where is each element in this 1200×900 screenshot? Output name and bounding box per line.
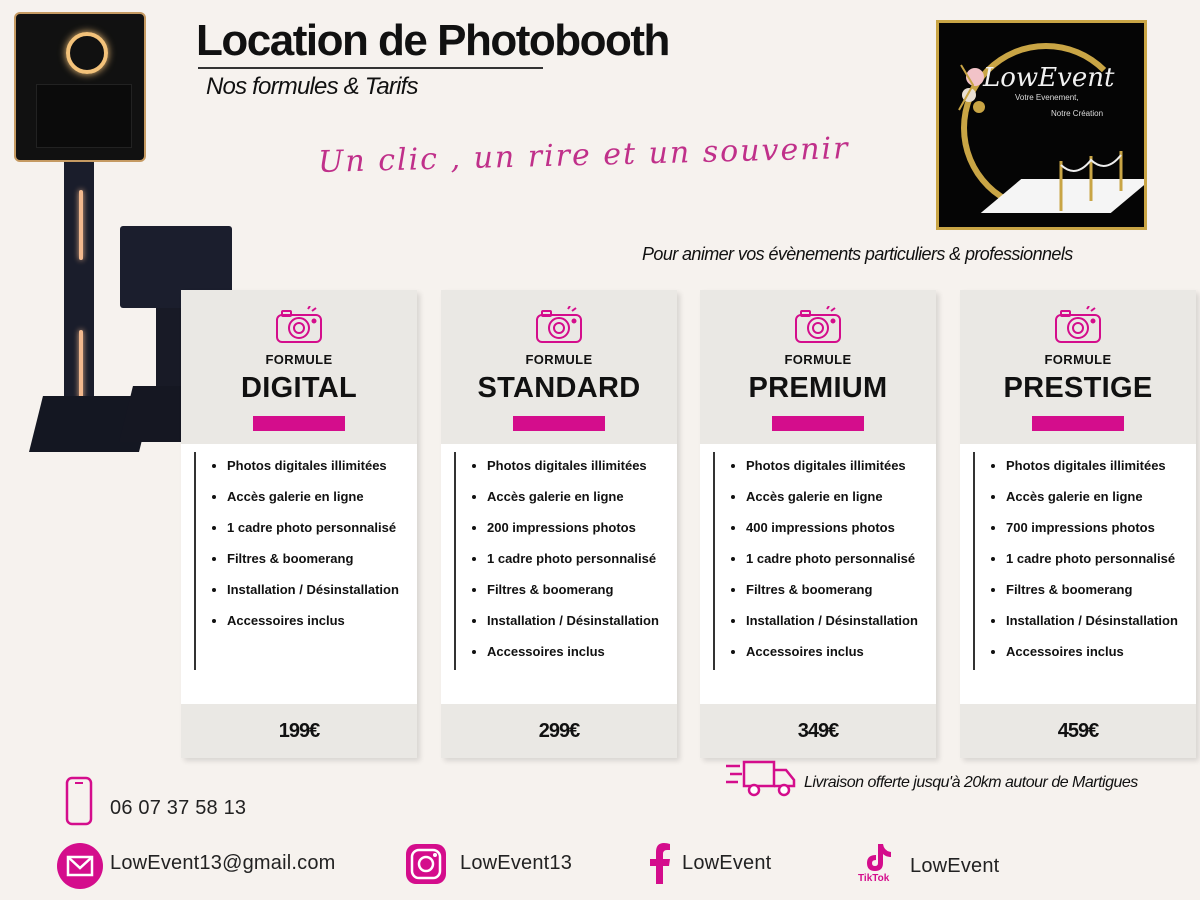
feature-item: • Accès galerie en ligne (1006, 489, 1190, 505)
booth-ring-light (66, 32, 108, 74)
divider-line (973, 452, 975, 670)
formule-label: FORMULE (265, 352, 333, 367)
feature-item: • Photos digitales illimitées (227, 458, 411, 474)
feature-item: • 700 impressions photos (1006, 520, 1190, 536)
camera-icon (1053, 306, 1103, 349)
camera-icon (793, 306, 843, 349)
feature-item: • 1 cadre photo personnalisé (227, 520, 411, 536)
facebook-handle[interactable]: LowEvent (682, 852, 772, 874)
feature-list (227, 458, 411, 629)
formule-accent-bar (513, 416, 605, 431)
feature-item: • Installation / Désinstallation (227, 582, 411, 598)
phone-number[interactable]: 06 07 37 58 13 (110, 797, 247, 819)
card-features (441, 444, 677, 704)
formule-accent-bar (1032, 416, 1124, 431)
feature-item: • 200 impressions photos (487, 520, 671, 536)
feature-item: • Installation / Désinstallation (1006, 613, 1190, 629)
page-subtitle: Nos formules & Tarifs (206, 73, 418, 100)
feature-item: • Filtres & boomerang (227, 551, 411, 567)
feature-item: • 400 impressions photos (746, 520, 930, 536)
formule-name: PRESTIGE (1003, 372, 1153, 404)
formule-name: PREMIUM (748, 372, 888, 404)
facebook-icon (648, 842, 672, 884)
formule-label: FORMULE (1044, 352, 1112, 367)
feature-item: • Installation / Désinstallation (746, 613, 930, 629)
feature-item: • Photos digitales illimitées (1006, 458, 1190, 474)
feature-item: • Filtres & boomerang (487, 582, 671, 598)
feature-list (1006, 458, 1190, 660)
logo-tagline-1: Votre Evenement, (1015, 93, 1079, 102)
pricing-card-prestige (960, 290, 1196, 758)
formule-name: DIGITAL (241, 372, 357, 404)
card-features (960, 444, 1196, 704)
feature-item: • Accès galerie en ligne (227, 489, 411, 505)
feature-item: • Photos digitales illimitées (487, 458, 671, 474)
feature-item: • Accessoires inclus (746, 644, 930, 660)
booth-display (36, 84, 132, 148)
card-price: 349€ (700, 704, 936, 758)
divider-line (194, 452, 196, 670)
formule-accent-bar (772, 416, 864, 431)
card-price: 459€ (960, 704, 1196, 758)
feature-item: • Accessoires inclus (487, 644, 671, 660)
feature-list (487, 458, 671, 660)
formule-label: FORMULE (784, 352, 852, 367)
feature-item: • Filtres & boomerang (746, 582, 930, 598)
pricing-card-digital (181, 290, 417, 758)
email-address[interactable]: LowEvent13@gmail.com (110, 852, 336, 874)
instagram-icon (404, 842, 448, 886)
divider-line (713, 452, 715, 670)
tagline: Pour animer vos évènements particuliers & professionnels (642, 244, 1073, 264)
formule-accent-bar (253, 416, 345, 431)
tiktok-handle[interactable]: LowEvent (910, 855, 1000, 877)
camera-icon (534, 306, 584, 349)
formule-label: FORMULE (525, 352, 593, 367)
divider-line (454, 452, 456, 670)
feature-item: • Accès galerie en ligne (487, 489, 671, 505)
booth-light-strip (79, 330, 83, 400)
card-header (181, 290, 417, 444)
title-underline (198, 67, 543, 69)
tiktok-logo-text: TikTok (858, 873, 890, 884)
slogan: Un clic , un rire et un souvenir (317, 131, 850, 180)
lowevent-logo (936, 20, 1147, 230)
card-features (181, 444, 417, 704)
formule-name: STANDARD (477, 372, 641, 404)
feature-item: • 1 cadre photo personnalisé (746, 551, 930, 567)
card-price: 299€ (441, 704, 677, 758)
pricing-card-standard (441, 290, 677, 758)
feature-item: • Accessoires inclus (1006, 644, 1190, 660)
booth-light-strip (79, 190, 83, 260)
email-icon (56, 842, 104, 890)
feature-item: • 1 cadre photo personnalisé (487, 551, 671, 567)
feature-item: • 1 cadre photo personnalisé (1006, 551, 1190, 567)
card-header (441, 290, 677, 444)
logo-name: LowEvent (983, 63, 1115, 93)
feature-item: • Installation / Désinstallation (487, 613, 671, 629)
delivery-note: Livraison offerte jusqu'à 20km autour de Martigues (804, 774, 1138, 791)
logo-tagline-2: Notre Création (1051, 109, 1104, 118)
delivery-truck-icon (724, 758, 798, 798)
card-features (700, 444, 936, 704)
card-header (700, 290, 936, 444)
camera-icon (274, 306, 324, 349)
logo-stanchions-icon (1051, 141, 1141, 221)
feature-item: • Photos digitales illimitées (746, 458, 930, 474)
card-header (960, 290, 1196, 444)
card-price: 199€ (181, 704, 417, 758)
instagram-handle[interactable]: LowEvent13 (460, 852, 573, 874)
feature-item: • Filtres & boomerang (1006, 582, 1190, 598)
phone-icon (64, 776, 94, 826)
tiktok-icon (864, 842, 892, 872)
feature-item: • Accessoires inclus (227, 613, 411, 629)
feature-list (746, 458, 930, 660)
booth-screen (14, 12, 146, 162)
pricing-card-premium (700, 290, 936, 758)
printer-stand (156, 308, 184, 394)
feature-item: • Accès galerie en ligne (746, 489, 930, 505)
page-title: Location de Photobooth (196, 16, 669, 65)
